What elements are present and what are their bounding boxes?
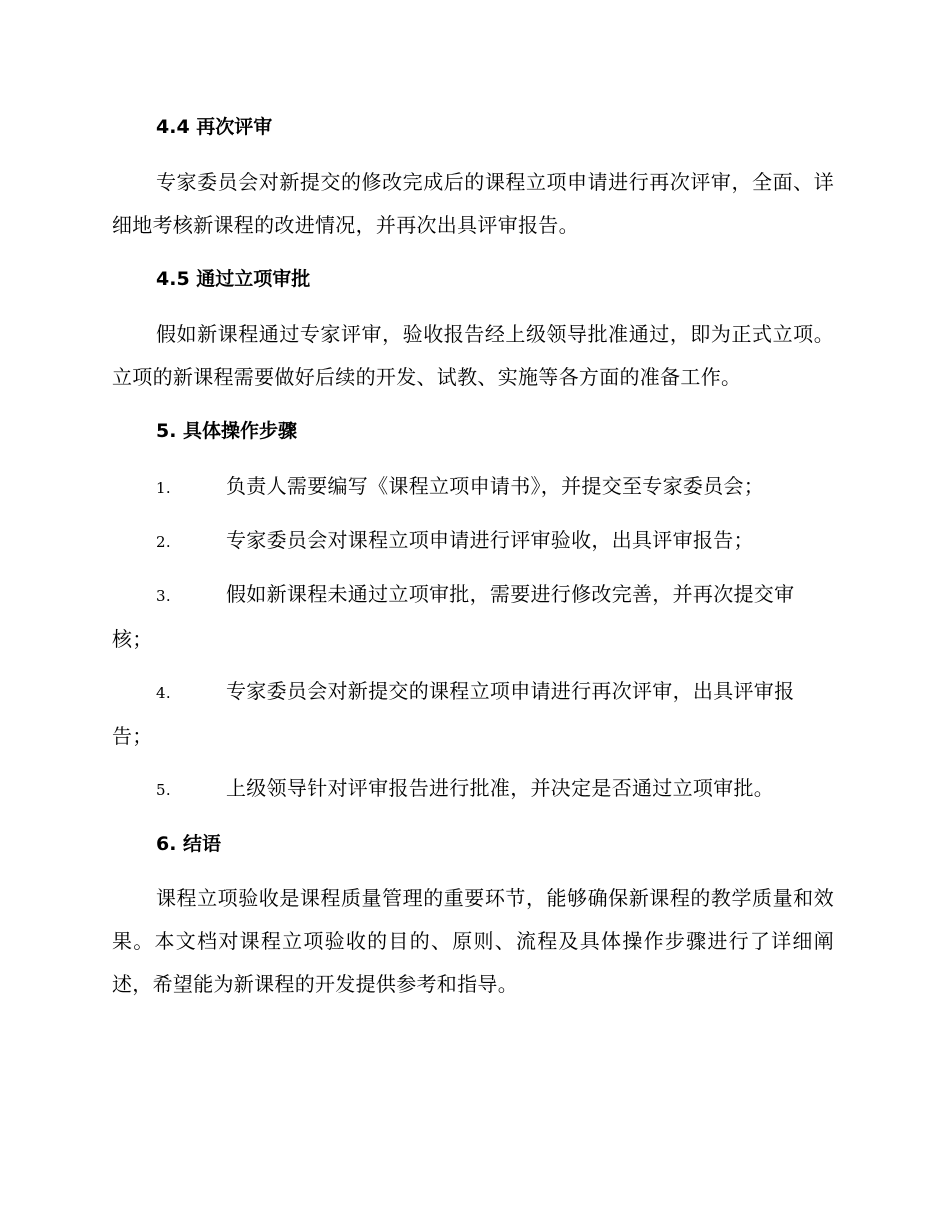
list-item-number: 5.	[156, 781, 171, 799]
list-item	[112, 767, 834, 812]
section-heading-6: 6. 结语	[156, 833, 222, 855]
list-item-text: 专家委员会对新提交的课程立项申请进行再次评审，出具评审报告；	[112, 679, 795, 748]
list-item-number: 3.	[156, 587, 171, 605]
section-paragraph-4-4: 专家委员会对新提交的修改完成后的课程立项申请进行再次评审，全面、详细地考核新课程的改进情况，并再次出具评审报告。	[112, 170, 834, 237]
list-item-text: 专家委员会对课程立项申请进行评审验收，出具评审报告；	[226, 528, 754, 552]
list-item-number: 1.	[156, 479, 171, 497]
list-item-number: 4.	[156, 684, 171, 702]
section-paragraph-6: 课程立项验收是课程质量管理的重要环节，能够确保新课程的教学质量和效果。本文档对课程立项验收的目的、原则、流程及具体操作步骤进行了详细阐述，希望能为新课程的开发提供参考和指导。	[112, 886, 834, 996]
section-heading-5: 5. 具体操作步骤	[156, 420, 298, 442]
list-item	[112, 465, 834, 510]
list-item-number: 2.	[156, 533, 171, 551]
list-item	[112, 573, 834, 661]
list-item-text: 上级领导针对评审报告进行批准，并决定是否通过立项审批。	[226, 776, 775, 800]
section-heading-4-4: 4.4 再次评审	[156, 116, 273, 138]
section-paragraph-4-5: 假如新课程通过专家评审，验收报告经上级领导批准通过，即为正式立项。立项的新课程需要做好后续的开发、试教、实施等各方面的准备工作。	[112, 322, 834, 389]
section-heading-4-5: 4.5 通过立项审批	[156, 268, 311, 290]
list-item	[112, 519, 834, 564]
list-item	[112, 670, 834, 758]
list-item-text: 负责人需要编写《课程立项申请书》，并提交至专家委员会；	[226, 474, 765, 498]
list-item-text: 假如新课程未通过立项审批，需要进行修改完善，并再次提交审核；	[112, 582, 795, 651]
